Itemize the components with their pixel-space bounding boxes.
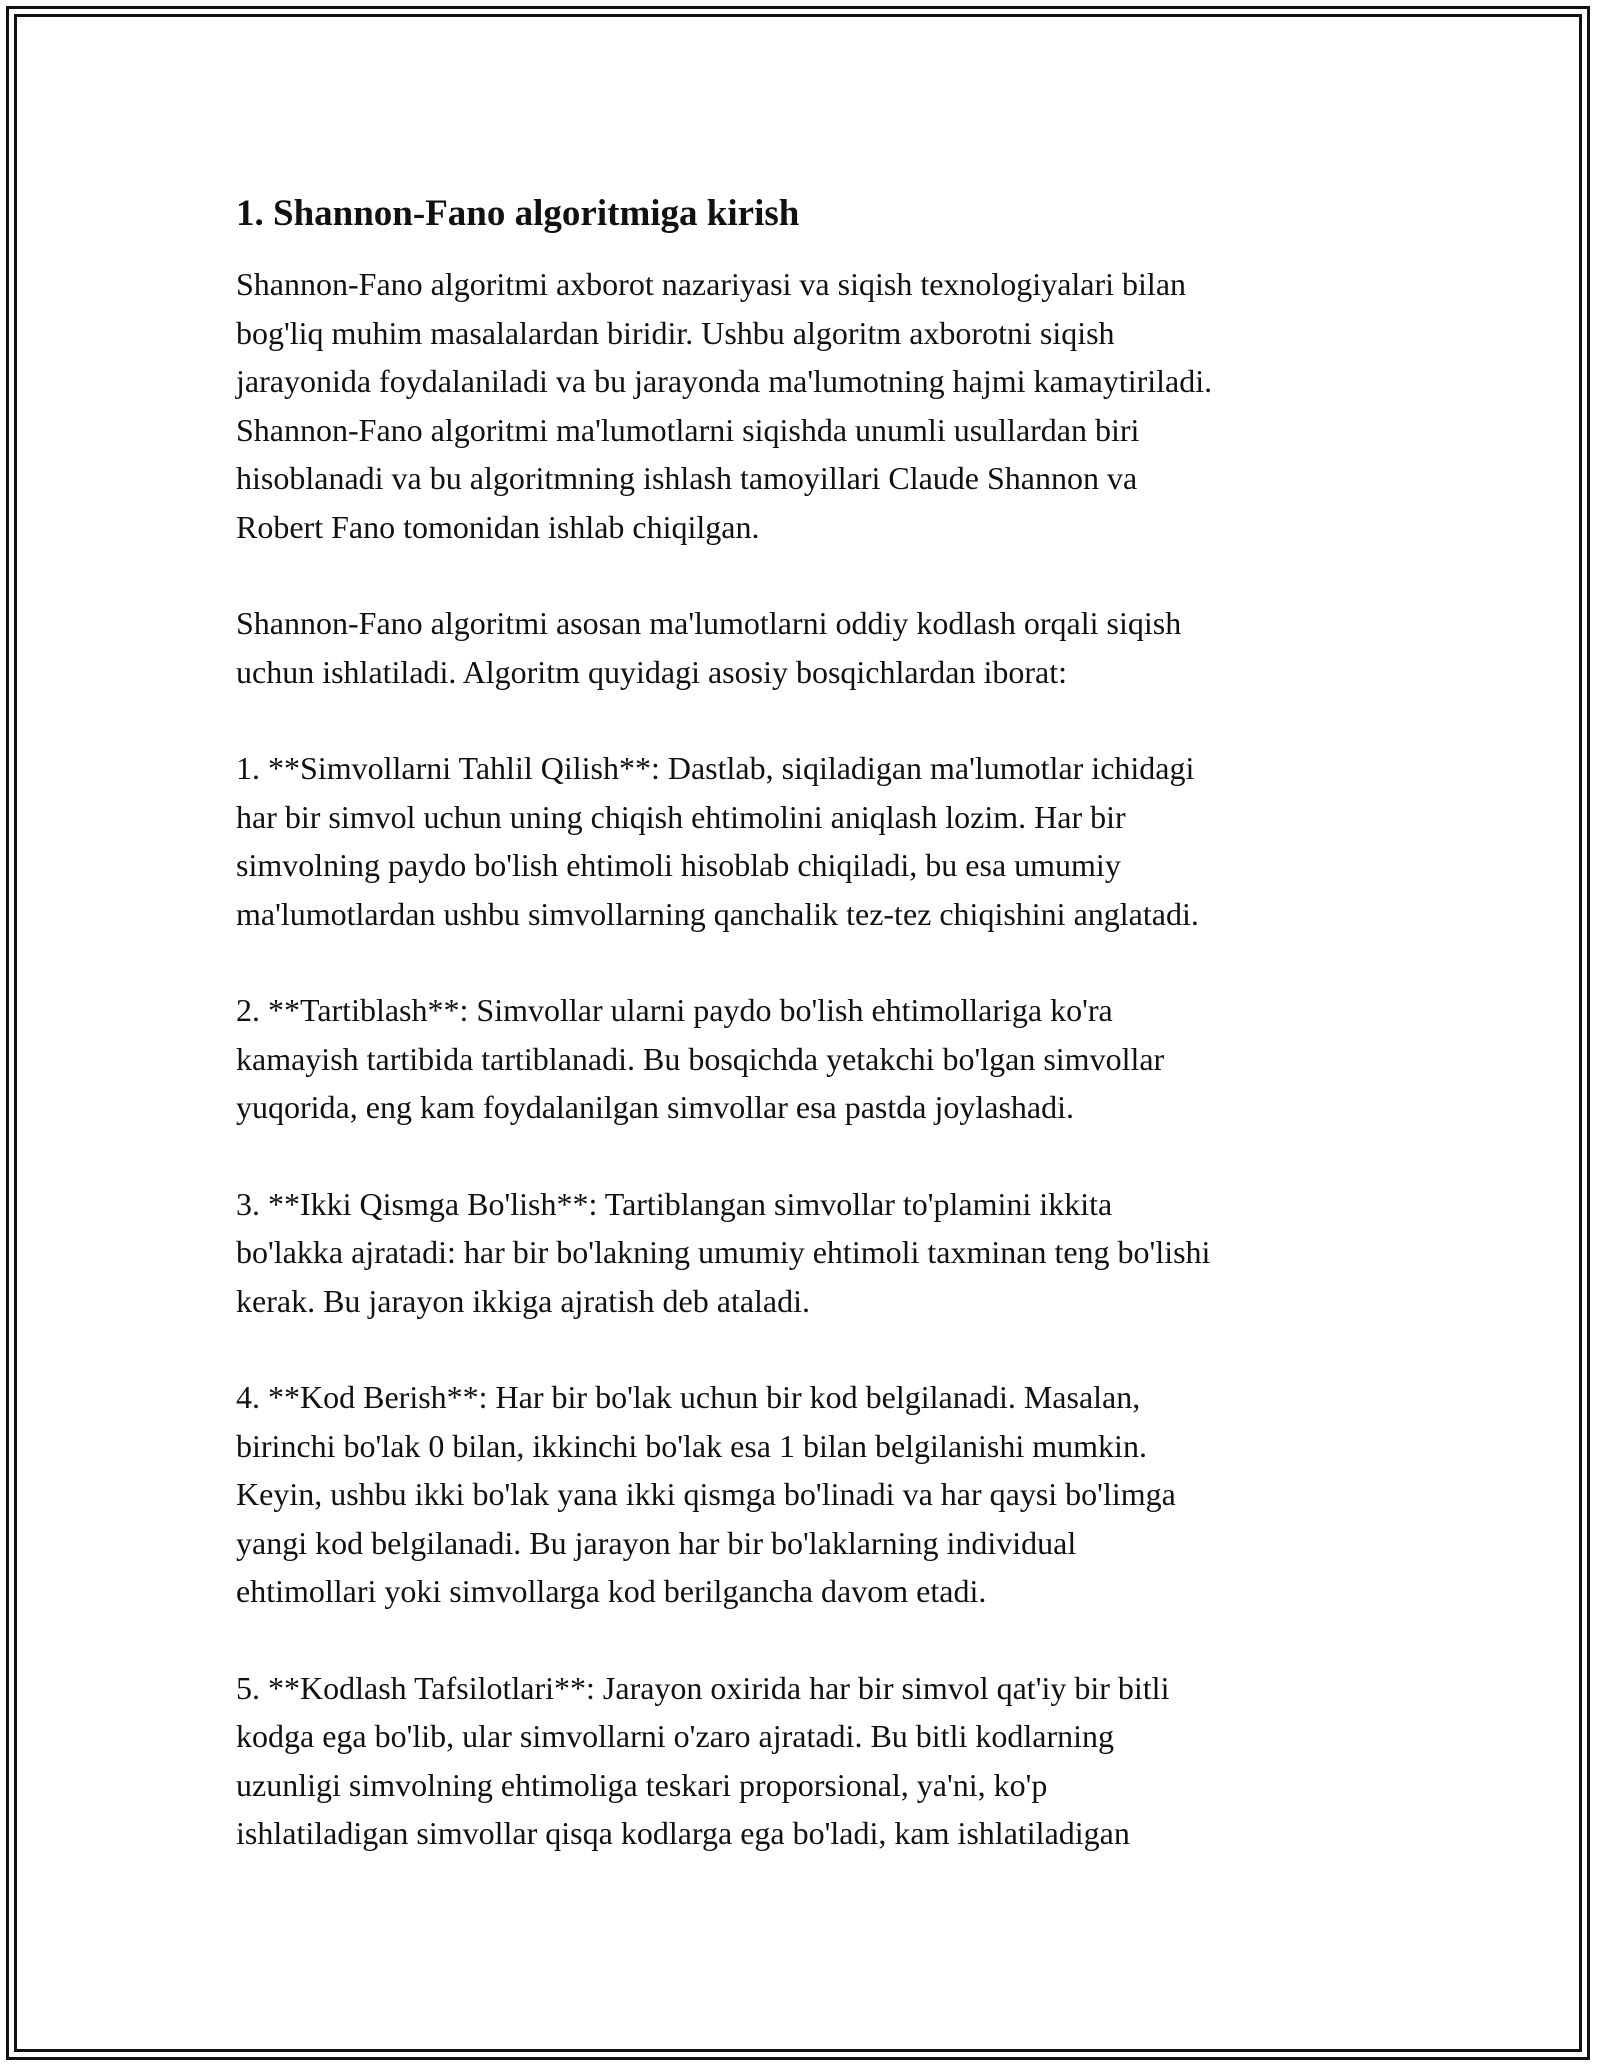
step-3-paragraph — [236, 1180, 1366, 1326]
text-line: kodga ega bo'lib, ular simvollarni o'zaro ajratadi. Bu bitli kodlarning — [236, 1718, 1114, 1754]
step-4-paragraph — [236, 1373, 1366, 1616]
text-line: kamayish tartibida tartiblanadi. Bu bosqichda yetakchi bo'lgan simvollar — [236, 1040, 1165, 1077]
text-line: Shannon-Fano algoritmi ma'lumotlarni siqishda unumli usullardan biri — [236, 411, 1140, 448]
text-line: 4. **Kod Berish**: Har bir bo'lak uchun bir kod belgilanadi. Masalan, — [236, 1379, 1141, 1415]
text-line: 3. **Ikki Qismga Bo'lish**: Tartiblangan simvollar to'plamini ikkita — [236, 1185, 1113, 1222]
text-line: 1. **Simvollarni Tahlil Qilish**: Dastlab, siqiladigan ma'lumotlar ichidagi — [236, 750, 1195, 786]
text-line: yuqorida, eng kam foydalanilgan simvollar esa pastda joylashadi. — [236, 1089, 1074, 1125]
text-line: bo'lakka ajratadi: har bir bo'lakning umumiy ehtimoli taxminan teng bo'lishi — [236, 1234, 1211, 1270]
text-line: ma'lumotlardan ushbu simvollarning qanchalik tez-tez chiqishini anglatadi. — [236, 895, 1199, 932]
section-heading: 1. Shannon-Fano algoritmiga kirish — [236, 193, 800, 234]
text-line: Keyin, ushbu ikki bo'lak yana ikki qismga bo'linadi va har qaysi bo'limga — [236, 1476, 1176, 1512]
text-line: 5. **Kodlash Tafsilotlari**: Jarayon oxirida har bir simvol qat'iy bir bitli — [236, 1669, 1170, 1706]
text-line: Shannon-Fano algoritmi axborot nazariyasi va siqish texnologiyalari bilan — [236, 266, 1187, 302]
text-line: jarayonida foydalaniladi va bu jarayonda ma'lumotning hajmi kamaytiriladi. — [236, 363, 1213, 399]
text-line: 2. **Tartiblash**: Simvollar ularni paydo bo'lish ehtimollariga ko'ra — [236, 992, 1113, 1028]
text-line: birinchi bo'lak 0 bilan, ikkinchi bo'lak esa 1 bilan belgilanishi mumkin. — [236, 1427, 1147, 1464]
text-line: ishlatiladigan simvollar qisqa kodlarga ega bo'ladi, kam ishlatiladigan — [236, 1815, 1130, 1851]
text-line: uchun ishlatiladi. Algoritm quyidagi asosiy bosqichlardan iborat: — [236, 653, 1067, 690]
overview-paragraph — [236, 599, 1366, 696]
step-1-paragraph — [236, 744, 1366, 938]
text-line: ehtimollari yoki simvollarga kod berilgancha davom etadi. — [236, 1573, 987, 1609]
text-line: kerak. Bu jarayon ikkiga ajratish deb ataladi. — [236, 1282, 811, 1319]
text-line: Robert Fano tomonidan ishlab chiqilgan. — [236, 508, 760, 545]
step-5-paragraph — [236, 1664, 1366, 1858]
text-line: simvolning paydo bo'lish ehtimoli hisoblab chiqiladi, bu esa umumiy — [236, 847, 1121, 883]
text-line: bog'liq muhim masalalardan biridir. Ushbu algoritm axborotni siqish — [236, 314, 1115, 351]
step-2-paragraph — [236, 986, 1366, 1132]
text-line: hisoblanadi va bu algoritmning ishlash tamoyillari Claude Shannon va — [236, 460, 1138, 496]
intro-paragraph — [236, 260, 1366, 551]
text-line: Shannon-Fano algoritmi asosan ma'lumotlarni oddiy kodlash orqali siqish — [236, 605, 1182, 641]
text-line: yangi kod belgilanadi. Bu jarayon har bir bo'laklarning individual — [236, 1524, 1077, 1561]
text-line: uzunligi simvolning ehtimoliga teskari proporsional, ya'ni, ko'p — [236, 1766, 1048, 1803]
document-body — [236, 186, 1366, 1906]
text-line: har bir simvol uchun uning chiqish ehtimolini aniqlash lozim. Har bir — [236, 798, 1126, 835]
